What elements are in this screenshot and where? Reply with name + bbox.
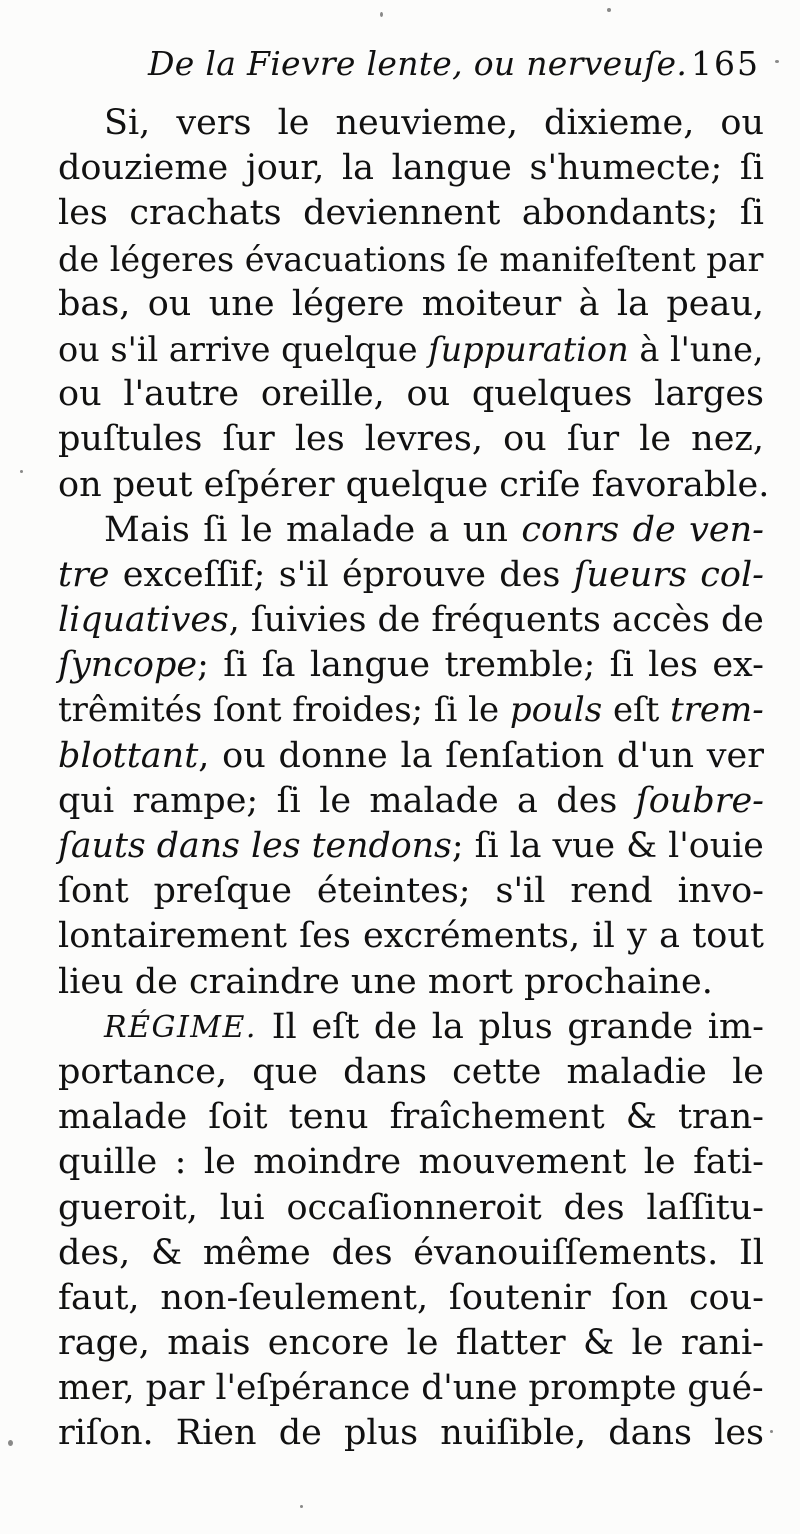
text-segment: riſon. Rien de plus nuiſible, dans les bbox=[58, 1413, 764, 1454]
text-segment: ; ſi la vue & l'ouie bbox=[451, 826, 764, 866]
scan-speckle bbox=[770, 1430, 773, 1433]
text-segment: portance, que dans cette maladie le bbox=[58, 1051, 764, 1092]
text-line bbox=[58, 1095, 764, 1140]
text-line bbox=[58, 508, 764, 553]
text-line bbox=[58, 372, 764, 417]
text-segment: malade ſoit tenu fraîchement & tran- bbox=[58, 1097, 764, 1138]
text-line bbox=[58, 553, 764, 598]
text-line bbox=[58, 1050, 764, 1095]
text-segment: les crachats deviennent abondants; ſi bbox=[58, 193, 764, 234]
text-segment: ſont preſque éteintes; s'il rend invo- bbox=[58, 871, 764, 912]
text-segment: RÉGIME. bbox=[104, 1009, 257, 1045]
text-segment: ſoubre- bbox=[635, 780, 764, 821]
text-segment: ou l'autre oreille, ou quelques larges bbox=[58, 374, 764, 415]
text-segment: Mais ſi le malade a un bbox=[104, 509, 522, 550]
text-segment: ; ſi ſa langue tremble; ſi les ex- bbox=[197, 645, 764, 686]
scan-speckle bbox=[300, 1505, 303, 1508]
page-number: 165 bbox=[691, 44, 760, 83]
text-line bbox=[58, 960, 764, 1005]
text-line bbox=[58, 101, 764, 146]
text-line bbox=[58, 869, 764, 914]
text-segment: lieu de craindre une mort prochaine. bbox=[58, 961, 713, 1002]
text-segment: tre bbox=[58, 554, 110, 595]
scan-speckle bbox=[380, 12, 383, 17]
scan-speckle bbox=[607, 8, 611, 12]
text-line bbox=[58, 1321, 764, 1366]
text-segment: bas, ou une légere moiteur à la peau, bbox=[58, 283, 764, 324]
text-segment: trêmités ſont froides; ſi le bbox=[58, 690, 510, 731]
text-segment: ſueurs col- bbox=[573, 554, 765, 595]
text-line bbox=[58, 1186, 764, 1231]
text-line bbox=[58, 1231, 764, 1276]
text-segment: lontairement ſes excréments, il y a tout bbox=[58, 916, 764, 957]
text-line bbox=[58, 1411, 764, 1456]
text-line bbox=[58, 1276, 764, 1321]
body-text bbox=[58, 101, 770, 1457]
scan-speckle bbox=[775, 60, 779, 63]
text-segment: on peut eſpérer quelque criſe favorable. bbox=[58, 464, 770, 505]
text-segment: blottant bbox=[58, 735, 199, 776]
text-segment: conrs de ven- bbox=[521, 509, 764, 550]
text-segment: ſuppuration bbox=[428, 329, 629, 369]
text-segment: , ou donne la ſenſation d'un ver bbox=[198, 735, 764, 776]
scan-speckle bbox=[8, 1440, 13, 1446]
text-line bbox=[58, 417, 764, 462]
text-line bbox=[58, 688, 764, 733]
text-segment: de légeres évacuations ſe manifeſtent par bbox=[58, 239, 764, 279]
text-segment: quille : le moindre mouvement le fati- bbox=[58, 1142, 764, 1183]
text-segment: ſauts dans les tendons bbox=[58, 826, 452, 866]
text-line bbox=[58, 824, 764, 869]
text-segment: faut, non-ſeulement, ſoutenir ſon cou- bbox=[58, 1277, 764, 1318]
text-segment: des, & même des évanouiſſements. Il bbox=[58, 1232, 764, 1273]
text-line bbox=[58, 914, 764, 959]
text-segment: rage, mais encore le flatter & le rani- bbox=[58, 1323, 764, 1364]
text-segment: puſtules ſur les levres, ou ſur le nez, bbox=[58, 419, 764, 460]
text-segment: liquatives bbox=[58, 600, 229, 641]
text-line bbox=[58, 146, 764, 191]
text-line bbox=[58, 734, 764, 779]
scan-speckle bbox=[20, 470, 23, 473]
text-line bbox=[58, 282, 764, 327]
text-segment: ſyncope bbox=[58, 645, 198, 686]
text-segment: ou s'il arrive quelque bbox=[58, 329, 429, 369]
text-segment: trem- bbox=[670, 690, 764, 731]
text-segment: Il eſt de la plus grande im- bbox=[256, 1006, 764, 1047]
text-segment: qui rampe; ſi le malade a des bbox=[58, 780, 636, 821]
page-header bbox=[148, 44, 760, 104]
text-line bbox=[58, 327, 764, 372]
running-title: De la Fievre lente, ou nerveuſe. bbox=[148, 44, 688, 83]
text-line bbox=[58, 237, 764, 282]
text-segment: pouls bbox=[509, 690, 603, 731]
text-line bbox=[58, 1140, 764, 1185]
text-line bbox=[58, 643, 764, 688]
text-segment: mer, par l'eſpérance d'une prompte gué- bbox=[58, 1368, 764, 1409]
text-segment: gueroit, lui occaſionneroit des laſſitu- bbox=[58, 1187, 764, 1228]
text-segment: à l'une, bbox=[628, 329, 764, 369]
text-line bbox=[58, 1005, 764, 1050]
text-line bbox=[58, 779, 764, 824]
text-line bbox=[58, 1366, 764, 1411]
text-segment: eſt bbox=[602, 690, 671, 731]
text-segment: , ſuivies de fréquents accès de bbox=[228, 600, 764, 641]
text-line bbox=[58, 598, 764, 643]
text-segment: douzieme jour, la langue s'humecte; ſi bbox=[58, 148, 764, 189]
text-segment: Si, vers le neuvieme, dixieme, ou bbox=[104, 103, 764, 143]
text-line bbox=[58, 191, 764, 236]
text-line bbox=[58, 463, 770, 508]
text-segment: exceſſif; s'il éprouve des bbox=[109, 554, 574, 595]
